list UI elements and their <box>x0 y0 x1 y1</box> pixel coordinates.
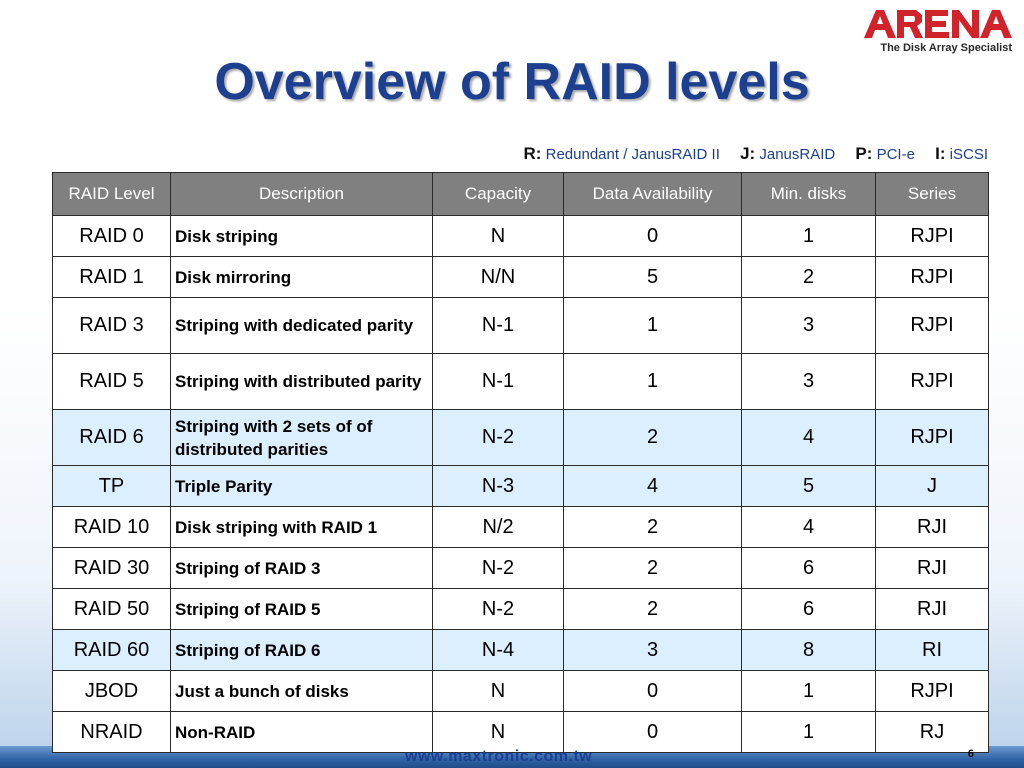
table-row <box>53 712 989 753</box>
cell-description: Striping of RAID 6 <box>171 630 433 671</box>
table-row <box>53 507 989 548</box>
cell-availability: 2 <box>564 589 742 630</box>
footer-url-link[interactable]: www.maxtronic.com.tw <box>405 748 593 765</box>
legend-item-j <box>740 146 835 163</box>
series-legend <box>524 144 989 164</box>
logo-tagline: The Disk Array Specialist <box>880 42 1012 54</box>
table-row <box>53 589 989 630</box>
cell-series: RI <box>876 630 989 671</box>
cell-level: RAID 0 <box>53 216 171 257</box>
header-series: Series <box>876 173 989 216</box>
table-row <box>53 548 989 589</box>
cell-min-disks: 3 <box>742 298 876 354</box>
table-row <box>53 257 989 298</box>
cell-level: NRAID <box>53 712 171 753</box>
cell-availability: 2 <box>564 410 742 466</box>
cell-level: RAID 5 <box>53 354 171 410</box>
legend-key: R: <box>523 144 542 163</box>
cell-capacity: N-1 <box>433 298 564 354</box>
header-description: Description <box>171 173 433 216</box>
cell-level: RAID 3 <box>53 298 171 354</box>
cell-capacity: N-4 <box>433 630 564 671</box>
cell-availability: 0 <box>564 216 742 257</box>
cell-min-disks: 8 <box>742 630 876 671</box>
cell-capacity: N-2 <box>433 548 564 589</box>
cell-min-disks: 1 <box>742 712 876 753</box>
cell-level: TP <box>53 466 171 507</box>
cell-availability: 4 <box>564 466 742 507</box>
legend-key: P: <box>855 144 873 163</box>
legend-key: I: <box>935 144 946 163</box>
cell-series: RJPI <box>876 298 989 354</box>
header-data-availability: Data Availability <box>564 173 742 216</box>
table-row <box>53 354 989 410</box>
cell-availability: 5 <box>564 257 742 298</box>
cell-description: Non-RAID <box>171 712 433 753</box>
table-row <box>53 298 989 354</box>
cell-capacity: N-2 <box>433 410 564 466</box>
legend-value: JanusRAID <box>759 146 836 163</box>
cell-description: Disk mirroring <box>171 257 433 298</box>
cell-description: Striping of RAID 3 <box>171 548 433 589</box>
cell-series: RJPI <box>876 216 989 257</box>
cell-description: Striping with 2 sets of of distributed parities <box>171 410 433 466</box>
cell-min-disks: 6 <box>742 548 876 589</box>
arena-logo-mark <box>864 8 1012 40</box>
legend-key: J: <box>740 144 756 163</box>
cell-level: RAID 60 <box>53 630 171 671</box>
cell-series: RJ <box>876 712 989 753</box>
cell-series: RJI <box>876 589 989 630</box>
cell-series: RJI <box>876 507 989 548</box>
cell-capacity: N/N <box>433 257 564 298</box>
table-row <box>53 410 989 466</box>
cell-min-disks: 4 <box>742 410 876 466</box>
table-row <box>53 671 989 712</box>
legend-value: PCI-e <box>876 146 915 163</box>
cell-level: RAID 10 <box>53 507 171 548</box>
cell-description: Triple Parity <box>171 466 433 507</box>
raid-levels-table <box>52 172 989 753</box>
cell-availability: 2 <box>564 507 742 548</box>
cell-level: RAID 6 <box>53 410 171 466</box>
cell-min-disks: 1 <box>742 216 876 257</box>
cell-description: Disk striping <box>171 216 433 257</box>
cell-level: JBOD <box>53 671 171 712</box>
cell-capacity: N <box>433 712 564 753</box>
cell-min-disks: 6 <box>742 589 876 630</box>
cell-series: RJPI <box>876 354 989 410</box>
cell-series: RJPI <box>876 257 989 298</box>
cell-description: Disk striping with RAID 1 <box>171 507 433 548</box>
legend-item-i <box>935 146 988 163</box>
cell-capacity: N <box>433 671 564 712</box>
table-row <box>53 630 989 671</box>
table-row <box>53 466 989 507</box>
cell-availability: 2 <box>564 548 742 589</box>
cell-series: RJPI <box>876 410 989 466</box>
legend-item-r <box>524 146 720 163</box>
cell-level: RAID 1 <box>53 257 171 298</box>
cell-description: Striping of RAID 5 <box>171 589 433 630</box>
table-row <box>53 216 989 257</box>
cell-capacity: N <box>433 216 564 257</box>
slide-title: Overview of RAID levels <box>214 53 810 111</box>
table-header-row <box>53 173 989 216</box>
cell-level: RAID 50 <box>53 589 171 630</box>
legend-item-p <box>855 146 915 163</box>
cell-min-disks: 5 <box>742 466 876 507</box>
cell-description: Striping with distributed parity <box>171 354 433 410</box>
arena-logo <box>862 8 1012 54</box>
cell-capacity: N-1 <box>433 354 564 410</box>
legend-value: Redundant / JanusRAID II <box>545 146 720 163</box>
cell-availability: 1 <box>564 298 742 354</box>
header-capacity: Capacity <box>433 173 564 216</box>
cell-series: RJI <box>876 548 989 589</box>
cell-min-disks: 4 <box>742 507 876 548</box>
page-number: 6 <box>967 748 974 760</box>
cell-capacity: N/2 <box>433 507 564 548</box>
header-min-disks: Min. disks <box>742 173 876 216</box>
cell-series: RJPI <box>876 671 989 712</box>
cell-description: Just a bunch of disks <box>171 671 433 712</box>
cell-level: RAID 30 <box>53 548 171 589</box>
cell-availability: 0 <box>564 671 742 712</box>
cell-min-disks: 3 <box>742 354 876 410</box>
cell-description: Striping with dedicated parity <box>171 298 433 354</box>
cell-availability: 1 <box>564 354 742 410</box>
cell-availability: 0 <box>564 712 742 753</box>
cell-min-disks: 2 <box>742 257 876 298</box>
header-raid-level: RAID Level <box>53 173 171 216</box>
legend-value: iSCSI <box>949 146 988 163</box>
cell-min-disks: 1 <box>742 671 876 712</box>
cell-capacity: N-3 <box>433 466 564 507</box>
cell-availability: 3 <box>564 630 742 671</box>
cell-series: J <box>876 466 989 507</box>
cell-capacity: N-2 <box>433 589 564 630</box>
